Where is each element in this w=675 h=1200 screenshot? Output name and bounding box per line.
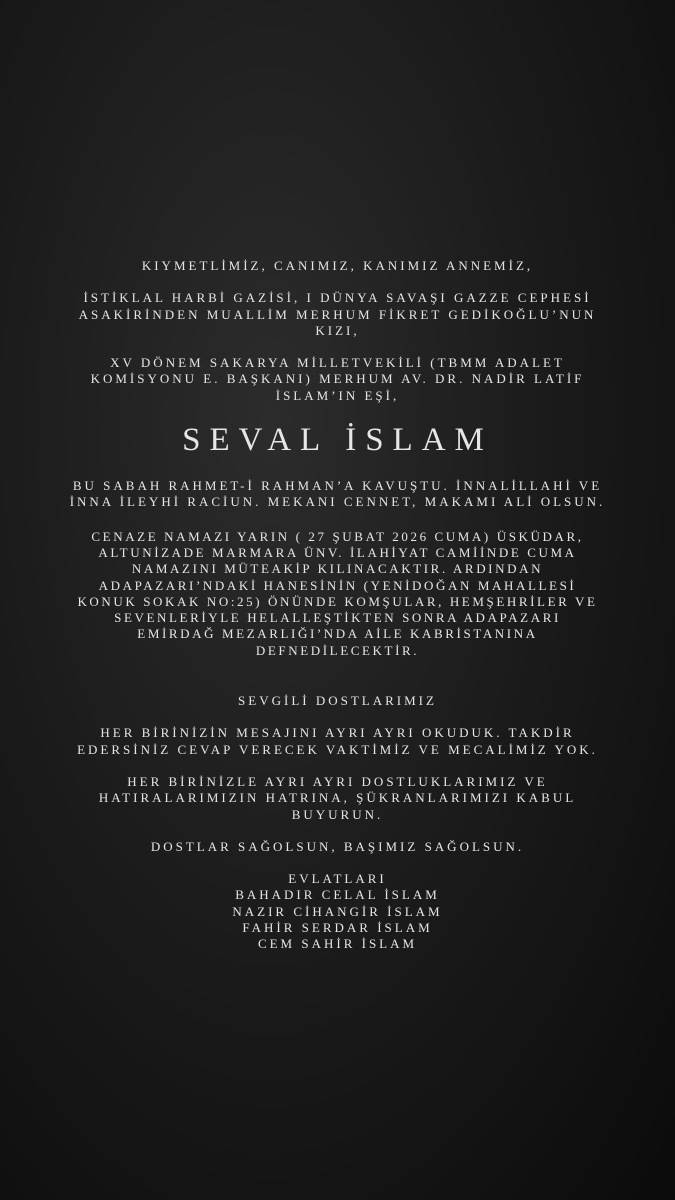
greeting-line [0, 693, 675, 709]
funeral-line: KONUK SOKAK NO:25) ÖNÜNDE KOMŞULAR, HEMŞEHRİLER VE [77, 593, 598, 609]
funeral-line: ALTUNİZADE MARMARA ÜNV. İLAHİYAT CAMİİNDE CUMA [98, 544, 577, 560]
spouse-line: XV DÖNEM SAKARYA MİLLETVEKİLİ (TBMM ADALET [110, 355, 565, 371]
funeral-paragraph [0, 529, 675, 659]
passing-line: İNNA İLEYHİ RACİUN. MEKANI CENNET, MAKAMI ALİ OLSUN. [69, 494, 606, 510]
signature-block [0, 871, 675, 952]
passing-line: BU SABAH RAHMET-İ RAHMAN’A KAVUŞTU. İNNALİLLAHİ VE [72, 478, 603, 494]
funeral-line: EMİRDAĞ MEZARLIĞI’NDA AİLE KABRİSTANINA [137, 626, 538, 642]
funeral-line: CENAZE NAMAZI YARIN ( 27 ŞUBAT 2026 CUMA) ÜSKÜDAR, [91, 528, 584, 544]
opening-line [0, 258, 675, 274]
gratitude-line: HER BİRİNİZLE AYRI AYRI DOSTLUKLARIMIZ VE [127, 773, 548, 789]
child-name: CEM SAHİR İSLAM [257, 936, 418, 952]
obituary-text [0, 258, 675, 953]
closing-text: DOSTLAR SAĞOLSUN, BAŞIMIZ SAĞOLSUN. [150, 838, 525, 854]
child-name: FAHİR SERDAR İSLAM [242, 920, 433, 936]
funeral-line: DEFNEDİLECEKTİR. [255, 642, 420, 658]
father-line: KIZI, [315, 322, 360, 338]
father-paragraph [0, 290, 675, 339]
funeral-line: SEVENLERİYLE HELALLEŞTİKTEN SONRA ADAPAZARI [114, 610, 561, 626]
messages-paragraph [0, 725, 675, 758]
spouse-line: İSLAM’IN EŞİ, [275, 387, 400, 403]
gratitude-paragraph [0, 774, 675, 823]
child-name: NAZIR CİHANGİR İSLAM [232, 903, 443, 919]
greeting-text: SEVGİLİ DOSTLARIMIZ [238, 693, 437, 709]
opening-text: KIYMETLİMİZ, CANIMIZ, KANIMIZ ANNEMİZ, [141, 258, 534, 273]
father-line: ASAKİRİNDEN MUALLİM MERHUM FİKRET GEDİKOĞLU’NUN [78, 306, 597, 322]
gratitude-line: HATIRALARIMIZIN HATRINA, ŞÜKRANLARIMIZI KABUL [98, 790, 577, 806]
father-line: İSTİKLAL HARBİ GAZİSİ, I DÜNYA SAVAŞI GAZZE CEPHESİ [83, 290, 592, 306]
messages-line: HER BİRİNİZİN MESAJINI AYRI AYRI OKUDUK. TAKDİR [100, 725, 575, 741]
deceased-name: SEVAL İSLAM [182, 422, 493, 459]
spouse-paragraph [0, 355, 675, 404]
funeral-line: NAMAZINI MÜTEAKİP KILINACAKTIR. ARDINDAN [131, 561, 544, 577]
closing-line [0, 839, 675, 855]
child-name: BAHADIR CELAL İSLAM [235, 887, 440, 903]
passing-paragraph [0, 478, 675, 511]
spouse-line: KOMİSYONU E. BAŞKANI) MERHUM AV. DR. NADİR LATİF [90, 371, 585, 387]
gratitude-line: BUYURUN. [291, 806, 384, 822]
messages-line: EDERSİNİZ CEVAP VERECEK VAKTİMİZ VE MECALİMİZ YOK. [77, 741, 598, 757]
funeral-line: ADAPAZARI’NDAKİ HANESİNİN (YENİDOĞAN MAHALLESİ [98, 577, 577, 593]
signature-heading: EVLATLARI [288, 871, 387, 887]
